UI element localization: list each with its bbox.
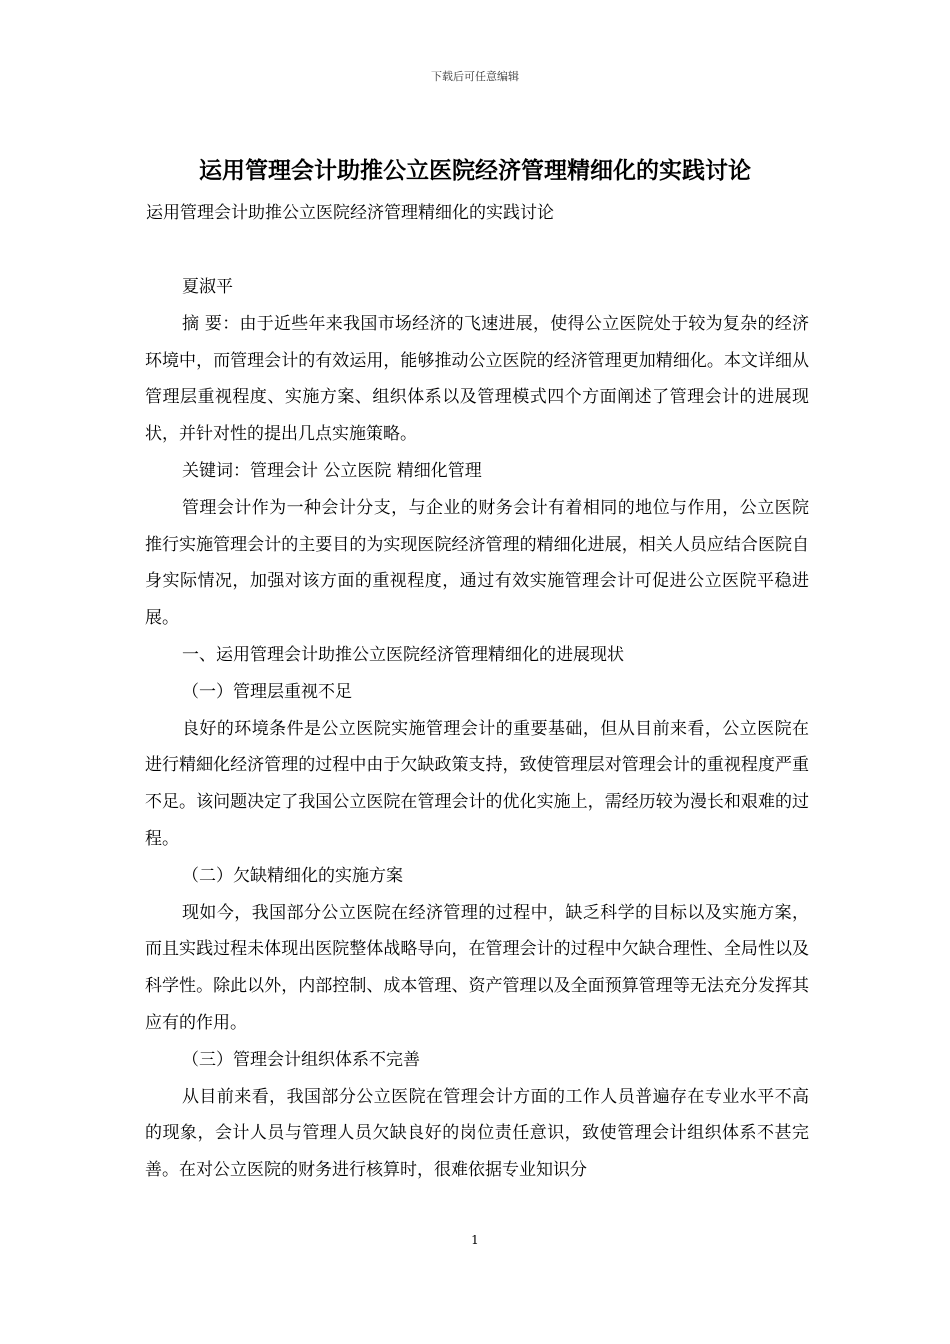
keywords-line: 关键词：管理会计 公立医院 精细化管理 (182, 460, 482, 481)
section-heading-1: 一、运用管理会计助推公立医院经济管理精细化的进展现状 (182, 644, 624, 665)
author-name: 夏淑平 (182, 277, 233, 297)
abstract-paragraph: 摘 要：由于近些年来我国市场经济的飞速进展，使得公立医院处于较为复杂的经济环境中，而管理会计的有效运用，能够推动公立医院的经济管理更加精细化。本文详细从管理层重视程度、实施方案、组织体系以及管理模式四个方面阐述了管理会计的进展现状，并针对性的提出几点实施策略。 (145, 313, 809, 445)
page-number: 1 (471, 1233, 479, 1247)
document-body (145, 269, 809, 1189)
document-subtitle: 运用管理会计助推公立医院经济管理精细化的实践讨论 (146, 203, 554, 223)
intro-paragraph: 管理会计作为一种会计分支，与企业的财务会计有着相同的地位与作用，公立医院推行实施管理会计的主要目的为实现医院经济管理的精细化进展，相关人员应结合医院自身实际情况，加强对该方面的重视程度，通过有效实施管理会计可促进公立医院平稳进展。 (145, 497, 809, 629)
subsection-body-3: 从目前来看，我国部分公立医院在管理会计方面的工作人员普遍存在专业水平不高的现象，会计人员与管理人员欠缺良好的岗位责任意识，致使管理会计组织体系不甚完善。在对公立医院的财务进行核算时，很难依据专业知识分 (145, 1086, 809, 1181)
subsection-heading-2: （二）欠缺精细化的实施方案 (182, 865, 403, 886)
subsection-heading-3: （三）管理会计组织体系不完善 (182, 1049, 420, 1070)
header-note: 下载后可任意编辑 (431, 70, 519, 83)
subsection-body-2: 现如今，我国部分公立医院在经济管理的过程中，缺乏科学的目标以及实施方案，而且实践过程未体现出医院整体战略导向，在管理会计的过程中欠缺合理性、全局性以及科学性。除此以外，内部控制、成本管理、资产管理以及全面预算管理等无法充分发挥其应有的作用。 (145, 902, 809, 1033)
subsection-body-1: 良好的环境条件是公立医院实施管理会计的重要基础，但从目前来看，公立医院在进行精細化经济管理的过程中由于欠缺政策支持，致使管理层对管理会计的重视程度严重不足。该问题决定了我国公立医院在管理会计的优化实施上，需经历较为漫长和艰难的过程。 (145, 718, 809, 849)
subsection-heading-1: （一）管理层重视不足 (182, 681, 352, 702)
document-title: 运用管理会计助推公立医院经济管理精细化的实践讨论 (199, 158, 751, 184)
